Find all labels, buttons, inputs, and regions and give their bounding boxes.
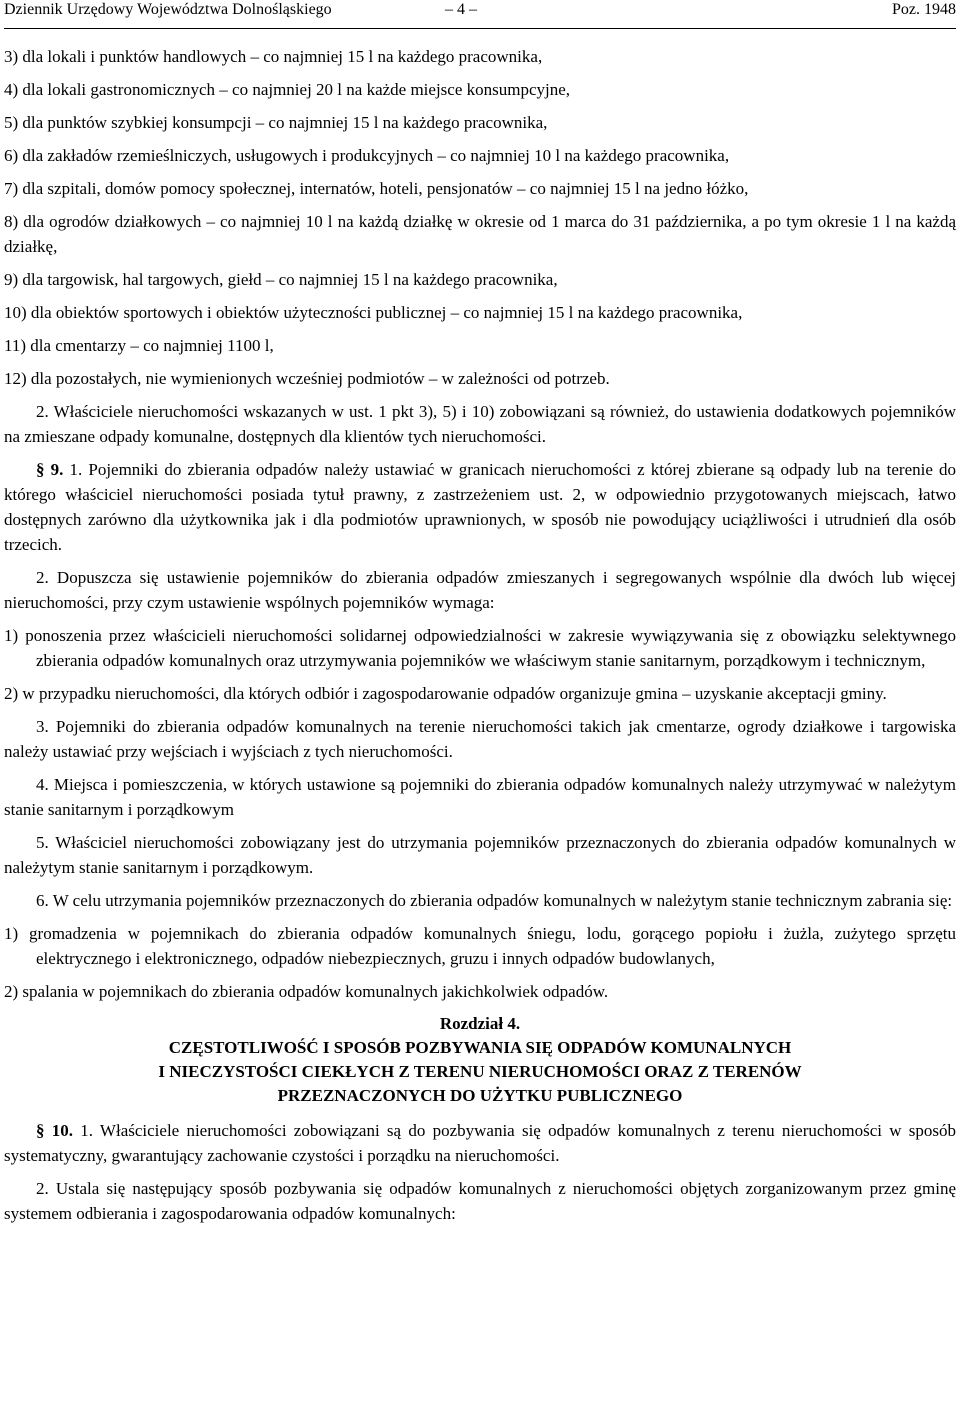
list-item: 7) dla szpitali, domów pomocy społecznej, internatów, hoteli, pensjonatów – co najmniej 15 l na jedno łóżko,: [4, 179, 749, 198]
chapter-heading: [4, 1012, 956, 1108]
section-9-paragraph-2: 2. Dopuszcza się ustawienie pojemników do zbierania odpadów zmieszanych i segregowanych wspólnie dla dwóch lub więcej nieruchomości, przy czym ustawienie wspólnych pojemników wymaga:: [4, 568, 956, 612]
position-number: Poz. 1948: [892, 1, 956, 18]
list-item: 2) spalania w pojemnikach do zbierania odpadów komunalnych jakichkolwiek odpadów.: [4, 982, 609, 1001]
chapter-number: Rozdział 4.: [439, 1014, 521, 1033]
chapter-title-line: CZĘSTOTLIWOŚĆ I SPOSÓB POZBYWANIA SIĘ ODPADÓW KOMUNALNYCH: [168, 1038, 792, 1057]
list-item: 2) w przypadku nieruchomości, dla których odbiór i zagospodarowanie odpadów organizuje gmina – uzyskanie akceptacji gminy.: [4, 684, 887, 703]
section-9-paragraph-5: 5. Właściciel nieruchomości zobowiązany jest do utrzymania pojemników przeznaczonych do zbierania odpadów komunalnych w należytym stanie sanitarnym i porządkowym.: [4, 833, 956, 877]
page-header: [4, 0, 956, 29]
section-9-paragraph-6: 6. W celu utrzymania pojemników przeznaczonych do zbierania odpadów komunalnych w należytym stanie technicznym zabrania się:: [36, 891, 953, 910]
list-item: 4) dla lokali gastronomicznych – co najmniej 20 l na każde miejsce konsumpcyjne,: [4, 80, 571, 99]
section-label: § 10.: [36, 1121, 73, 1140]
paragraph: 2. Właściciele nieruchomości wskazanych w ust. 1 pkt 3), 5) i 10) zobowiązani są również, do ustawienia dodatkowych pojemników na zmieszane odpady komunalne, dostępnych dla klientów tych nieruchomości.: [4, 402, 956, 446]
chapter-title-line: I NIECZYSTOŚCI CIEKŁYCH Z TERENU NIERUCHOMOŚCI ORAZ Z TERENÓW: [158, 1062, 802, 1081]
section-9-paragraph-1: [4, 457, 956, 557]
list-item: 3) dla lokali i punktów handlowych – co najmniej 15 l na każdego pracownika,: [4, 47, 543, 66]
list-item: 1) gromadzenia w pojemnikach do zbierania odpadów komunalnych śniegu, lodu, gorącego popiołu i żużla, zużytego sprzętu elektrycznego i elektronicznego, odpadów niebezpiecznych, gruzu i innych odpadów budowlanych,: [4, 924, 956, 968]
paragraph-text: 1. Właściciele nieruchomości zobowiązani są do pozbywania się odpadów komunalnych z terenu nieruchomości w sposób systematyczny, gwarantujący zachowanie czystości i porządku na nieruchomości.: [4, 1121, 957, 1165]
page-number: – 4 –: [445, 1, 477, 18]
section-9-paragraph-4: 4. Miejsca i pomieszczenia, w których ustawione są pojemniki do zbierania odpadów komunalnych należy utrzymywać w należytym stanie sanitarnym i porządkowym: [4, 775, 956, 819]
list-item: 5) dla punktów szybkiej konsumpcji – co najmniej 15 l na każdego pracownika,: [4, 113, 548, 132]
journal-title: Dziennik Urzędowy Województwa Dolnośląskiego: [4, 1, 332, 18]
section-9-paragraph-3: 3. Pojemniki do zbierania odpadów komunalnych na terenie nieruchomości takich jak cmentarze, ogrody działkowe i targowiska należy ustawiać przy wejściach i wyjściach z tych nieruchomości.: [4, 717, 956, 761]
chapter-title-line: PRZEZNACZONYCH DO UŻYTKU PUBLICZNEGO: [277, 1086, 683, 1105]
section-label: § 9.: [36, 460, 64, 479]
list-item: 6) dla zakładów rzemieślniczych, usługowych i produkcyjnych – co najmniej 10 l na każdego pracownika,: [4, 146, 730, 165]
document-body: [4, 44, 956, 1234]
list-item: 9) dla targowisk, hal targowych, giełd – co najmniej 15 l na każdego pracownika,: [4, 270, 558, 289]
list-item: 10) dla obiektów sportowych i obiektów użyteczności publicznej – co najmniej 15 l na każdego pracownika,: [4, 303, 743, 322]
list-item: 12) dla pozostałych, nie wymienionych wcześniej podmiotów – w zależności od potrzeb.: [4, 369, 610, 388]
section-10-paragraph-1: [4, 1118, 956, 1168]
capacity-list: [4, 44, 956, 391]
paragraph-text: 1. Pojemniki do zbierania odpadów należy ustawiać w granicach nieruchomości z której zbierane są odpady lub na terenie do którego właściciel nieruchomości posiada tytuł prawny, z zastrzeżeniem ust. 2, w odpowiednio przygotowanych miejscach, łatwo dostępnych zarówno dla użytkownika jak i dla podmiotów uprawnionych, w sposób nie powodujący uciążliwości i utrudnień dla osób trzecich.: [4, 460, 957, 554]
section-10-paragraph-2: 2. Ustala się następujący sposób pozbywania się odpadów komunalnych z nieruchomości objętych zorganizowanym przez gminę systemem odbierania i zagospodarowania odpadów komunalnych:: [4, 1179, 956, 1223]
list-item: 1) ponoszenia przez właścicieli nieruchomości solidarnej odpowiedzialności w zakresie wywiązywania się z obowiązku selektywnego zbierania odpadów komunalnych oraz utrzymywania pojemników we właściwym stanie sanitarnym, porządkowym i technicznym,: [4, 626, 956, 670]
list-item: 11) dla cmentarzy – co najmniej 1100 l,: [4, 336, 274, 355]
list-item: 8) dla ogrodów działkowych – co najmniej 10 l na każdą działkę w okresie od 1 marca do 31 października, a po tym okresie 1 l na każdą działkę,: [4, 212, 956, 256]
